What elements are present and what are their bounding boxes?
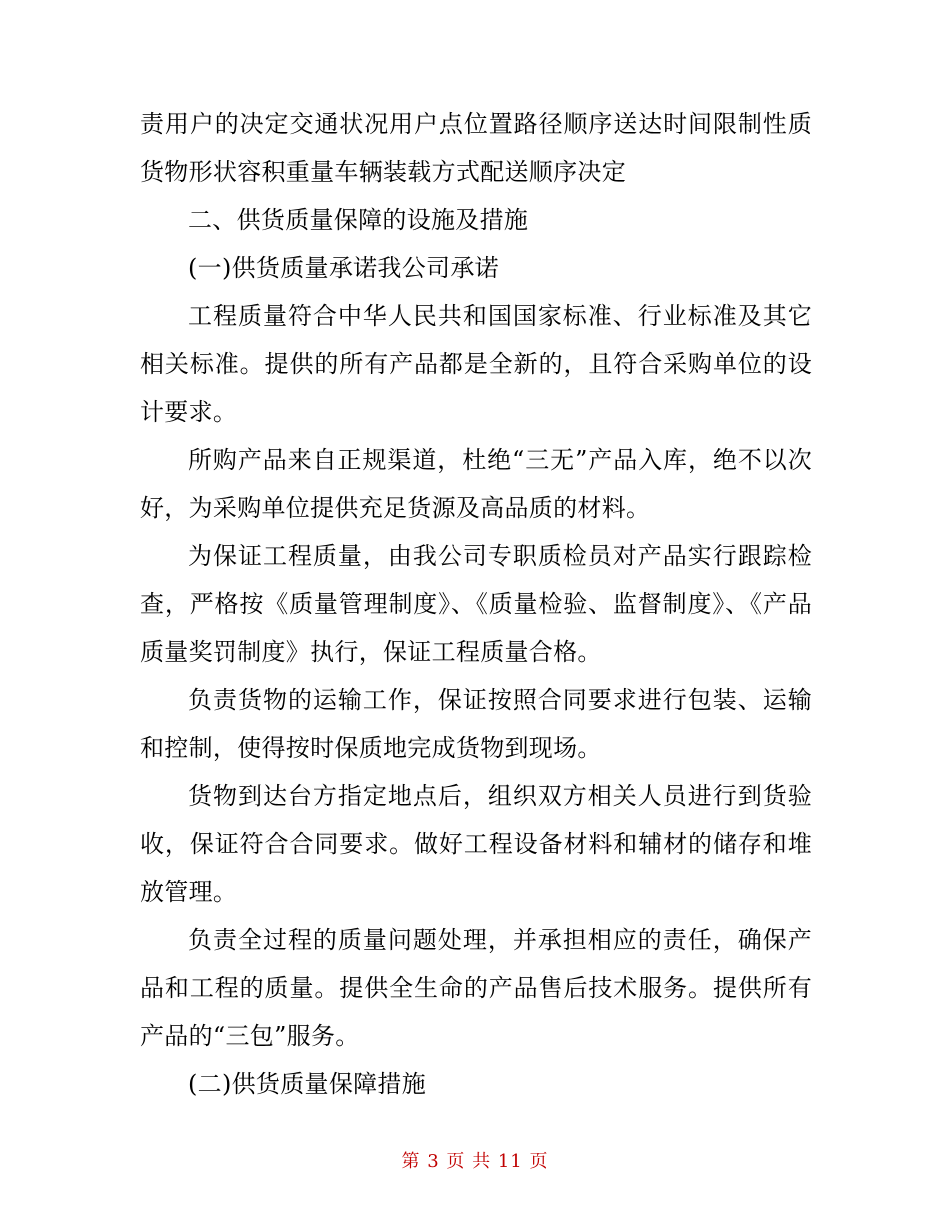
- paragraph: 负责货物的运输工作，保证按照合同要求进行包装、运输和控制，使得按时保质地完成货物到现场。: [140, 686, 812, 762]
- document-body: [140, 100, 812, 1108]
- paragraph: 货物到达台方指定地点后，组织双方相关人员进行到货验收，保证符合合同要求。做好工程设备材料和辅材的储存和堆放管理。: [140, 782, 812, 906]
- paragraph: 负责全过程的质量问题处理，并承担相应的责任，确保产品和工程的质量。提供全生命的产品售后技术服务。提供所有产品的“三包”服务。: [140, 926, 812, 1050]
- subsection-heading: (一)供货质量承诺我公司承诺: [188, 254, 499, 282]
- paragraph: 为保证工程质量，由我公司专职质检员对产品实行跟踪检查，严格按《质量管理制度》、《质量检验、监督制度》、《产品质量奖罚制度》执行，保证工程质量合格。: [140, 542, 812, 666]
- paragraph: 工程质量符合中华人民共和国国家标准、行业标准及其它相关标准。提供的所有产品都是全新的，且符合采购单位的设计要求。: [140, 302, 812, 426]
- paragraph: 所购产品来自正规渠道，杜绝“三无”产品入库，绝不以次好，为采购单位提供充足货源及高品质的材料。: [140, 446, 812, 522]
- section-heading: 二、供货质量保障的设施及措施: [188, 206, 529, 234]
- page-number-footer: 第 3 页 共 11 页: [401, 1151, 549, 1172]
- paragraph: 责用户的决定交通状况用户点位置路径顺序送达时间限制性质货物形状容积重量车辆装载方式配送顺序决定: [140, 110, 812, 186]
- subsection-heading: (二)供货质量保障措施: [188, 1070, 427, 1098]
